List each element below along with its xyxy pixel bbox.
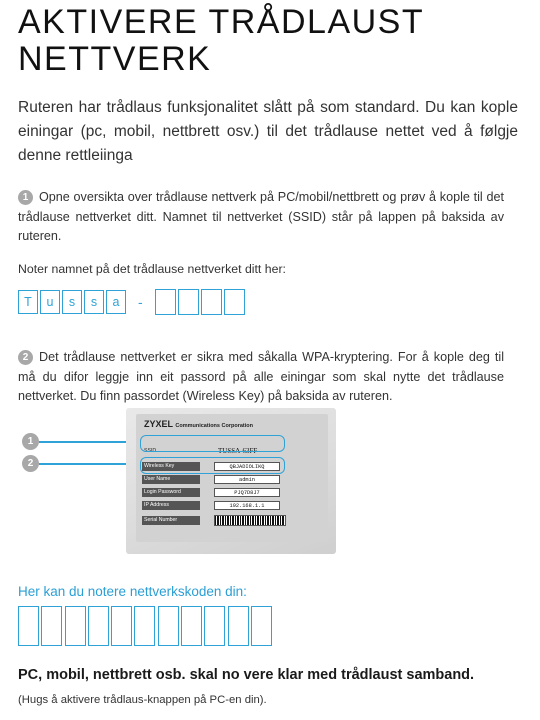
ssid-dash: - xyxy=(138,294,143,310)
ssid-char-box: a xyxy=(106,290,126,314)
step-2-text: Det trådlause nettverket er sikra med såkalla WPA-kryptering. For å kople deg til må du difor leggje inn eit passord på alle einingar som skal nytte det trådlause nettverket. Du finn passordet (Wireless Key) på baksida av ruteren. xyxy=(18,350,504,403)
label-value-ssid: TUSSA-63FF xyxy=(218,446,258,455)
ssid-char-box: s xyxy=(84,290,104,314)
marker-2-badge: 2 xyxy=(22,455,39,472)
highlight-ssid xyxy=(140,435,285,452)
ssid-blank-box[interactable] xyxy=(178,289,199,315)
step-2-number-badge: 2 xyxy=(18,350,33,365)
network-code-box[interactable] xyxy=(111,606,132,646)
label-serial-barcode xyxy=(214,515,286,526)
label-key: Login Password xyxy=(142,488,200,497)
ssid-blank-box[interactable] xyxy=(201,289,222,315)
label-row-serial-number xyxy=(142,515,286,525)
label-value-wireless-key: QBJADIOLIKQ xyxy=(214,462,280,471)
label-row-user-name xyxy=(142,474,280,484)
label-value-user-name: admin xyxy=(214,475,280,484)
network-code-box[interactable] xyxy=(18,606,39,646)
step-1-text: Opne oversikta over trådlause nettverk på PC/mobil/nettbrett og prøv å kople til det trådlause nettverket ditt. Namnet til nettverket (SSID) står på lappen på baksida av ruteren. xyxy=(18,190,504,243)
label-key: User Name xyxy=(142,475,200,484)
router-label-sticker xyxy=(136,414,328,542)
ssid-char-box: T xyxy=(18,290,38,314)
label-key: Serial Number xyxy=(142,516,200,525)
step-1 xyxy=(18,188,504,247)
router-label-photo xyxy=(126,408,336,554)
highlight-wireless-key xyxy=(140,457,285,474)
step-2 xyxy=(18,348,504,407)
network-code-box[interactable] xyxy=(181,606,202,646)
label-key: Wireless Key xyxy=(142,462,200,471)
ssid-note-label: Noter namnet på det trådlause nettverket ditt her: xyxy=(18,262,286,276)
network-code-box[interactable] xyxy=(65,606,86,646)
step-1-number-badge: 1 xyxy=(18,190,33,205)
network-code-entry-row xyxy=(18,606,274,646)
label-brand xyxy=(144,419,253,429)
network-code-box[interactable] xyxy=(204,606,225,646)
network-code-box[interactable] xyxy=(228,606,249,646)
ssid-entry-row xyxy=(18,289,247,315)
label-value-ip-address: 192.168.1.1 xyxy=(214,501,280,510)
label-brand-subtitle: Communications Corporation xyxy=(175,423,253,429)
network-code-box[interactable] xyxy=(41,606,62,646)
network-code-box[interactable] xyxy=(88,606,109,646)
ready-message: PC, mobil, nettbrett osb. skal no vere klar med trådlaust samband. xyxy=(18,667,475,683)
ssid-char-box: u xyxy=(40,290,60,314)
title-line-2: NETTVERK xyxy=(18,40,212,78)
label-brand-name: ZYXEL xyxy=(144,419,173,429)
page-title xyxy=(18,4,424,78)
ssid-char-box: s xyxy=(62,290,82,314)
intro-paragraph: Ruteren har trådlaus funksjonalitet slått på som standard. Du kan kople einingar (pc, mobil, nettbrett osv.) til det trådlause nettet ved å følgje denne rettleiinga xyxy=(18,99,518,164)
label-key: SSID xyxy=(144,447,157,454)
label-key: IP Address xyxy=(142,501,200,510)
network-code-box[interactable] xyxy=(251,606,272,646)
marker-1-badge: 1 xyxy=(22,433,39,450)
reminder-hint: (Hugs å aktivere trådlaus-knappen på PC-en din). xyxy=(18,694,267,706)
label-value-login-password: PJQ7D8J7 xyxy=(214,488,280,497)
network-code-box[interactable] xyxy=(134,606,155,646)
label-row-login-password xyxy=(142,487,280,497)
network-code-label: Her kan du notere nettverkskoden din: xyxy=(18,584,247,599)
network-code-box[interactable] xyxy=(158,606,179,646)
ssid-blank-box[interactable] xyxy=(224,289,245,315)
title-line-1: AKTIVERE TRÅDLAUST xyxy=(18,3,425,41)
ssid-blank-box[interactable] xyxy=(155,289,176,315)
label-row-ip-address xyxy=(142,500,280,510)
